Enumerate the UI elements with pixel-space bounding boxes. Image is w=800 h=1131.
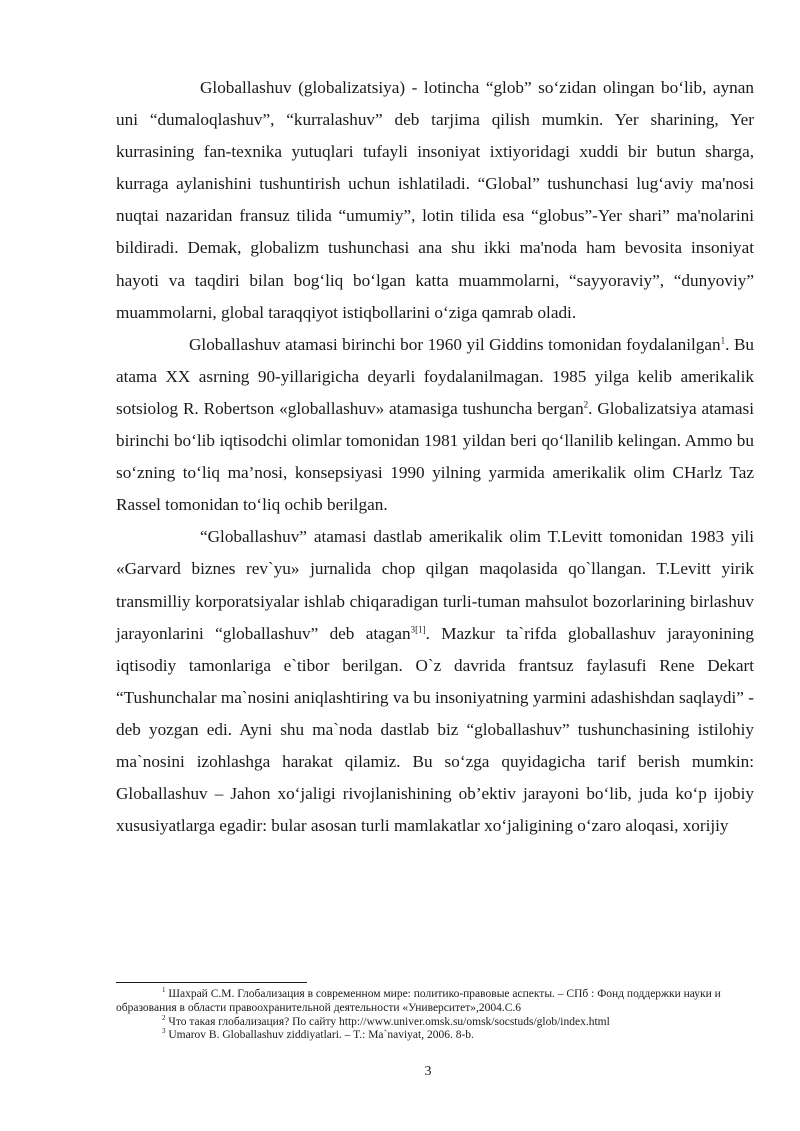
paragraph-2-text-b: . Bu atama XX asrning 90-yillarigicha deyarli foydalanilmagan. 1985 yilga kelib amerikalik sotsiolog R. Robertson «globallashuv» atamasiga tushuncha bergan [116,334,754,418]
footnote-ref-2[interactable]: 2 [583,399,589,410]
footnote-ref-3[interactable]: 3[1] [410,623,426,634]
footnote-ref-1[interactable]: 1 [720,335,726,346]
footnote-3-mark: 3 [162,1027,166,1036]
body-text [116,72,754,842]
paragraph-2 [116,329,754,522]
paragraph-3-text-a: “Globallashuv” atamasi dastlab amerikalik olim T.Levitt tomonidan 1983 yili «Garvard biznes rev`yu» jurnalida chop qilgan maqolasida qo`llangan. T.Levitt yirik transmilliy korporatsiyalar ishlab chiqaradigan turli-tuman mahsulot bozorlarining birlashuv jarayonlarini “globallashuv” deb atagan [116,527,754,643]
paragraph-1 [116,72,754,329]
footnote-3 [116,1029,756,1043]
paragraph-3-text-b: . Mazkur ta`rifda globallashuv jarayonining iqtisodiy tamonlariga e`tibor berilgan. O`z davrida frantsuz faylasufi Rene Dekart “Tushunchalar ma`nosini aniqlashtiring va bu insoniyatning yarmini adashishdan saqlaydi” - deb yozgan edi. Ayni shu ma`noda dastlab biz “globallashuv” tushunchasining istilohiy ma`nosini izohlashga harakat qilamiz. Bu so‘zga quyidagicha tarif berish mumkin: Globallashuv – Jahon xo‘jaligi rivojlanishining ob’ektiv jarayoni bo‘lib, juda ko‘p ijobiy xususiyatlarga egadir: bular asosan turli mamlakatlar xo‘jaligining o‘zaro aloqasi, xorijiy [116,623,754,836]
paragraph-2-text-a: Globallashuv atamasi birinchi bor 1960 yil Giddins tomonidan foydalanilgan [189,334,721,354]
paragraph-1-text: Globallashuv (globalizatsiya) - lotincha “glob” so‘zidan olingan bo‘lib, aynan uni “dumaloqlashuv”, “kurralashuv” deb tarjima qilish mumkin. Yer sharining, Yer kurrasining fan-texnika yutuqlari tufayli insoniyat ixtiyoridagi xuddi bir butun sharga, kurraga aylanishini tushuntirish uchun ishlatiladi. “Global” tushunchasi lug‘aviy ma'nosi nuqtai nazaridan fransuz tilida “umumiy”, lotin tilida esa “globus”-Yer shari” ma'nolarini bildiradi. Demak, globalizm tushunchasi ana shu ikki ma'noda ham bevosita insoniyat hayoti va taqdiri bilan bog‘liq bo‘lgan katta muammolarni, “sayyoraviy”, “dunyoviy” muammolarni, global taraqqiyot istiqbollarini o‘ziga qamrab oladi. [116,78,754,322]
page-number: 3 [424,1064,432,1079]
footnote-1-mark: 1 [162,986,166,995]
footnote-2-mark: 2 [162,1013,166,1022]
footnote-2-text: Что такая глобализация? По сайту http://www.univer.omsk.su/omsk/socstuds/glob/index.html [168,1015,610,1028]
footnote-separator [116,982,307,983]
paragraph-2-text-c: . Globalizatsiya atamasi birinchi bo‘lib iqtisodchi olimlar tomonidan 1981 yildan beri qo‘llanilib kelingan. Ammo bu so‘zning to‘liq ma’nosi, konsepsiyasi 1990 yilning yarmida amerikalik olim CHarlz Taz Rassel tomonidan to‘liq ochib berilgan. [116,398,754,515]
paragraph-3 [116,521,754,842]
footnote-3-text: Umarov B. Globallashuv ziddiyatlari. – T.: Ma`naviyat, 2006. 8-b. [168,1029,474,1042]
footnote-2 [116,1013,756,1030]
footnote-1 [116,988,756,1016]
footnotes [116,988,756,1043]
footnote-1-text: Шахрай С.М. Глобализация в современном мире: политико-правовые аспекты. – СПб : Фонд поддержки науки и образования в области правоохранительной деятельности «Университет»,2004.С.6 [116,988,721,1014]
